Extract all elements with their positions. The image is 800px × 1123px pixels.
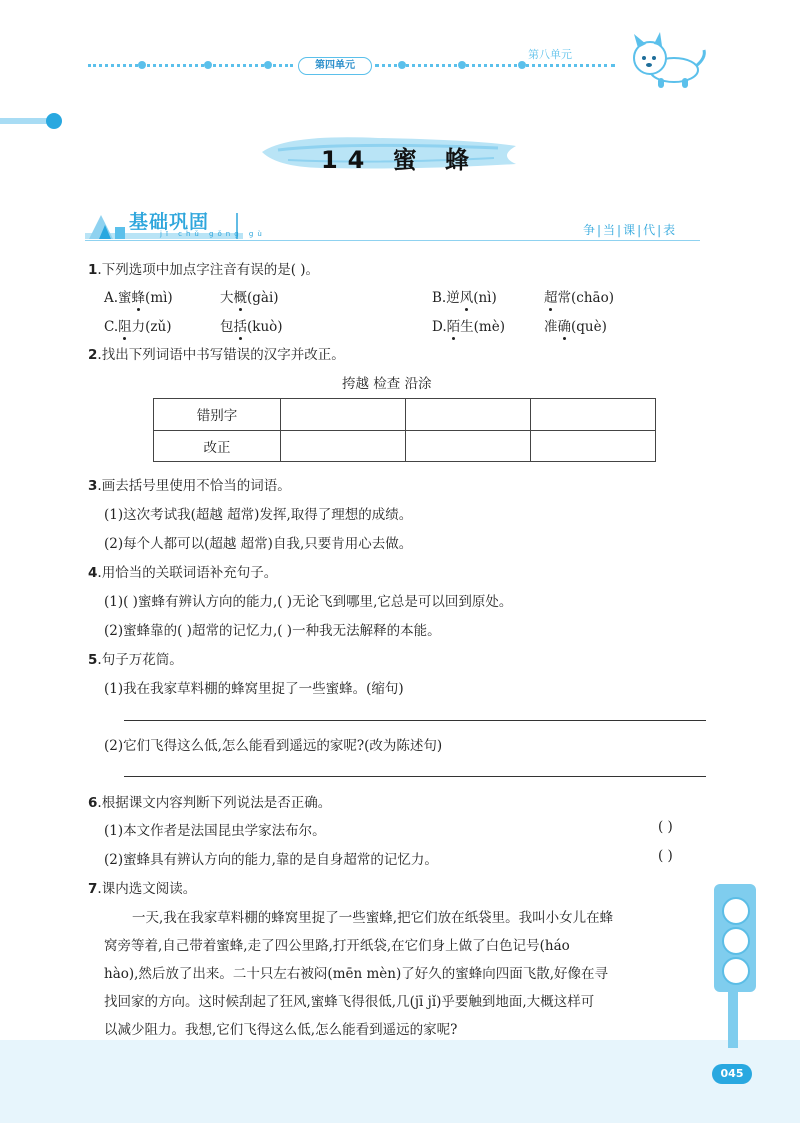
- q2-answer-cell[interactable]: [281, 430, 406, 462]
- unit-label-other: 第八单元: [528, 48, 572, 61]
- q5-answer-line-1[interactable]: [124, 720, 706, 721]
- header-dotted-line-right: [375, 64, 615, 67]
- q5-answer-line-2[interactable]: [124, 776, 706, 777]
- question-7-stem: 7.课内选文阅读。: [88, 881, 197, 897]
- q1-option-b-word2: 超常(chāo): [544, 290, 614, 306]
- footer-band: [0, 1040, 800, 1123]
- q7-passage-line: hào),然后放了出来。二十只左右被闷(mēn mèn)了好久的蜜蜂向四面飞散,好像在寻: [104, 966, 609, 982]
- q1-option-a: A.蜜蜂(mì): [104, 290, 173, 306]
- lesson-title: 14 蜜 蜂: [320, 146, 480, 174]
- q4-sentence-1: (1)( )蜜蜂有辨认方向的能力,( )无论飞到哪里,它总是可以回到原处。: [104, 594, 513, 610]
- unit-label-current: 第四单元: [298, 57, 372, 75]
- traffic-light-lamp: [722, 957, 750, 985]
- section-title: 基础巩固: [129, 211, 210, 233]
- q2-row1-label: 错别字: [154, 399, 281, 431]
- header-dotted-line-left: [88, 64, 293, 67]
- header-dot: [204, 61, 212, 69]
- q5-sentence-2: (2)它们飞得这么低,怎么能看到遥远的家呢?(改为陈述句): [104, 738, 443, 754]
- q1-option-c-word2: 包括(kuò): [220, 319, 283, 335]
- q3-sentence-2: (2)每个人都可以(超越 超常)自我,只要肯用心去做。: [104, 536, 413, 552]
- traffic-light-lamp: [722, 897, 750, 925]
- q1-option-d-word2: 准确(què): [544, 319, 607, 335]
- q1-option-d: D.陌生(mè): [432, 319, 505, 335]
- traffic-light-lamp: [722, 927, 750, 955]
- q2-row2-label: 改正: [154, 430, 281, 462]
- header-dot: [518, 61, 526, 69]
- q7-passage-line: 窝旁等着,自己带着蜜蜂,走了四公里路,打开纸袋,在它们身上做了白色记号(háo: [104, 938, 570, 954]
- q2-answer-cell[interactable]: [531, 430, 656, 462]
- q7-passage-line: 以减少阻力。我想,它们飞得这么低,怎么能看到遥远的家呢?: [104, 1022, 458, 1038]
- section-motto: 争|当|课|代|表: [583, 223, 678, 237]
- header-dot: [138, 61, 146, 69]
- header-dot: [264, 61, 272, 69]
- q2-answer-cell[interactable]: [531, 399, 656, 431]
- q6-answer-paren-1[interactable]: ( ): [658, 819, 673, 835]
- q2-answer-cell[interactable]: [406, 430, 531, 462]
- left-margin-dot: [46, 113, 62, 129]
- left-margin-bar: [0, 118, 50, 124]
- q1-option-b: B.逆风(nì): [432, 290, 497, 306]
- section-pinyin: jī chǔ gǒng gù: [160, 230, 266, 238]
- header-dot: [398, 61, 406, 69]
- q5-sentence-1: (1)我在我家草料棚的蜂窝里捉了一些蜜蜂。(缩句): [104, 681, 404, 697]
- q1-option-a-word2: 大概(gài): [220, 290, 279, 306]
- q6-statement-2: (2)蜜蜂具有辨认方向的能力,靠的是自身超常的记忆力。: [104, 852, 438, 868]
- question-1-stem: 1.下列选项中加点字注音有误的是( )。: [88, 262, 320, 278]
- question-4-stem: 4.用恰当的关联词语补充句子。: [88, 565, 278, 581]
- q2-word-list: 挎越 检查 沿涂: [342, 376, 432, 392]
- section-divider: [85, 240, 700, 241]
- q6-statement-1: (1)本文作者是法国昆虫学家法布尔。: [104, 823, 326, 839]
- header-dot: [458, 61, 466, 69]
- q2-answer-cell[interactable]: [281, 399, 406, 431]
- q1-option-c: C.阻力(zǔ): [104, 319, 172, 335]
- q4-sentence-2: (2)蜜蜂靠的( )超常的记忆力,( )一种我无法解释的本能。: [104, 623, 441, 639]
- traffic-light-pole: [728, 992, 738, 1048]
- question-3-stem: 3.画去括号里使用不恰当的词语。: [88, 478, 291, 494]
- q6-answer-paren-2[interactable]: ( ): [658, 848, 673, 864]
- page-number: 045: [712, 1064, 752, 1084]
- q2-answer-cell[interactable]: [406, 399, 531, 431]
- q7-passage-line: 找回家的方向。这时候刮起了狂风,蜜蜂飞得很低,几(jī jǐ)乎要触到地面,大概这样可: [104, 994, 595, 1010]
- q7-passage-line: 一天,我在我家草料棚的蜂窝里捉了一些蜜蜂,把它们放在纸袋里。我叫小女儿在蜂: [132, 910, 614, 926]
- question-5-stem: 5.句子万花筒。: [88, 652, 183, 668]
- q2-answer-table: [153, 398, 656, 462]
- question-2-stem: 2.找出下列词语中书写错误的汉字并改正。: [88, 347, 345, 363]
- q3-sentence-1: (1)这次考试我(超越 超常)发挥,取得了理想的成绩。: [104, 507, 413, 523]
- dog-mascot-icon: [624, 30, 708, 96]
- question-6-stem: 6.根据课文内容判断下列说法是否正确。: [88, 795, 332, 811]
